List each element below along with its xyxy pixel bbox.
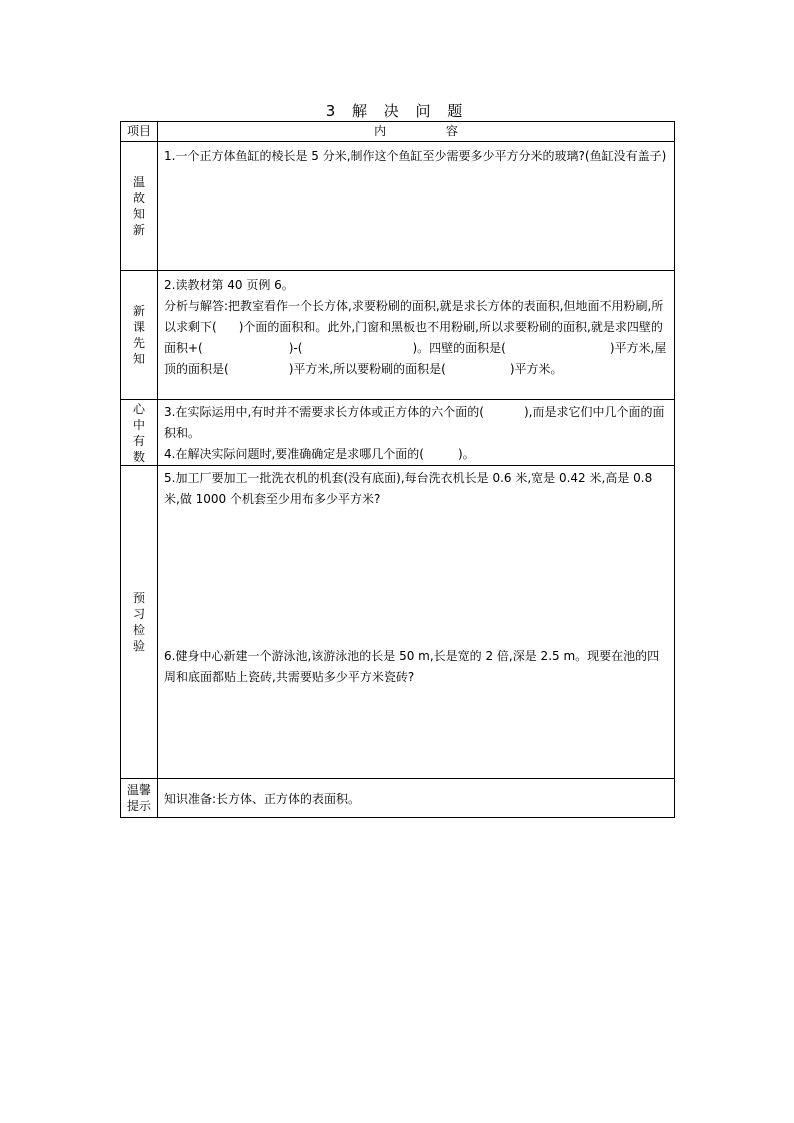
keypoints-label: 心 中 有 数 xyxy=(121,400,158,466)
page-title: 3 解 决 问 题 xyxy=(325,102,469,120)
keypoints-row xyxy=(121,400,675,466)
table-header-row xyxy=(121,122,675,142)
review-content xyxy=(158,142,675,271)
question-2-analysis: 分析与解答:把教室看作一个长方体,求要粉刷的面积,就是求长方体的表面积,但地面不用粉刷,所以求剩下( )个面的面积和。此外,门窗和黑板也不用粉刷,所以求要粉刷的面积,就是求四壁的面积+( )-( )。四壁的面积是( )平方米,屋顶的面积是( )平方米,所以要粉刷的面积是( )平方米。 xyxy=(164,299,667,376)
tips-label: 温馨 提示 xyxy=(121,779,158,818)
preview-label: 预 习 检 验 xyxy=(121,466,158,779)
header-content: 内 容 xyxy=(158,122,675,142)
newlesson-label: 新 课 先 知 xyxy=(121,271,158,400)
tips-row xyxy=(121,779,675,818)
newlesson-content xyxy=(158,271,675,400)
keypoints-content xyxy=(158,400,675,466)
review-row xyxy=(121,142,675,271)
worksheet-table xyxy=(120,121,675,818)
newlesson-row xyxy=(121,271,675,400)
question-6: 6.健身中心新建一个游泳池,该游泳池的长是 50 m,长是宽的 2 倍,深是 2.5 m。现要在池的四周和底面都贴上瓷砖,共需要贴多少平方米瓷砖? xyxy=(164,649,660,684)
question-1: 1.一个正方体鱼缸的棱长是 5 分米,制作这个鱼缸至少需要多少平方分米的玻璃?(鱼缸没有盖子) xyxy=(164,149,667,163)
tips-content: 知识准备:长方体、正方体的表面积。 xyxy=(158,779,675,818)
question-5: 5.加工厂要加工一批洗衣机的机套(没有底面),每台洗衣机长是 0.6 米,宽是 0.42 米,高是 0.8 米,做 1000 个机套至少用布多少平方米? xyxy=(164,471,653,506)
header-item: 项目 xyxy=(121,122,158,142)
question-3: 3.在实际运用中,有时并不需要求长方体或正方体的六个面的( ),而是求它们中几个面的面积和。 xyxy=(164,405,665,440)
question-4: 4.在解决实际问题时,要准确确定是求哪几个面的( )。 xyxy=(164,447,475,461)
review-label: 温 故 知 新 xyxy=(121,142,158,271)
preview-content xyxy=(158,466,675,779)
question-2-title: 2.读教材第 40 页例 6。 xyxy=(164,278,294,292)
preview-row xyxy=(121,466,675,779)
